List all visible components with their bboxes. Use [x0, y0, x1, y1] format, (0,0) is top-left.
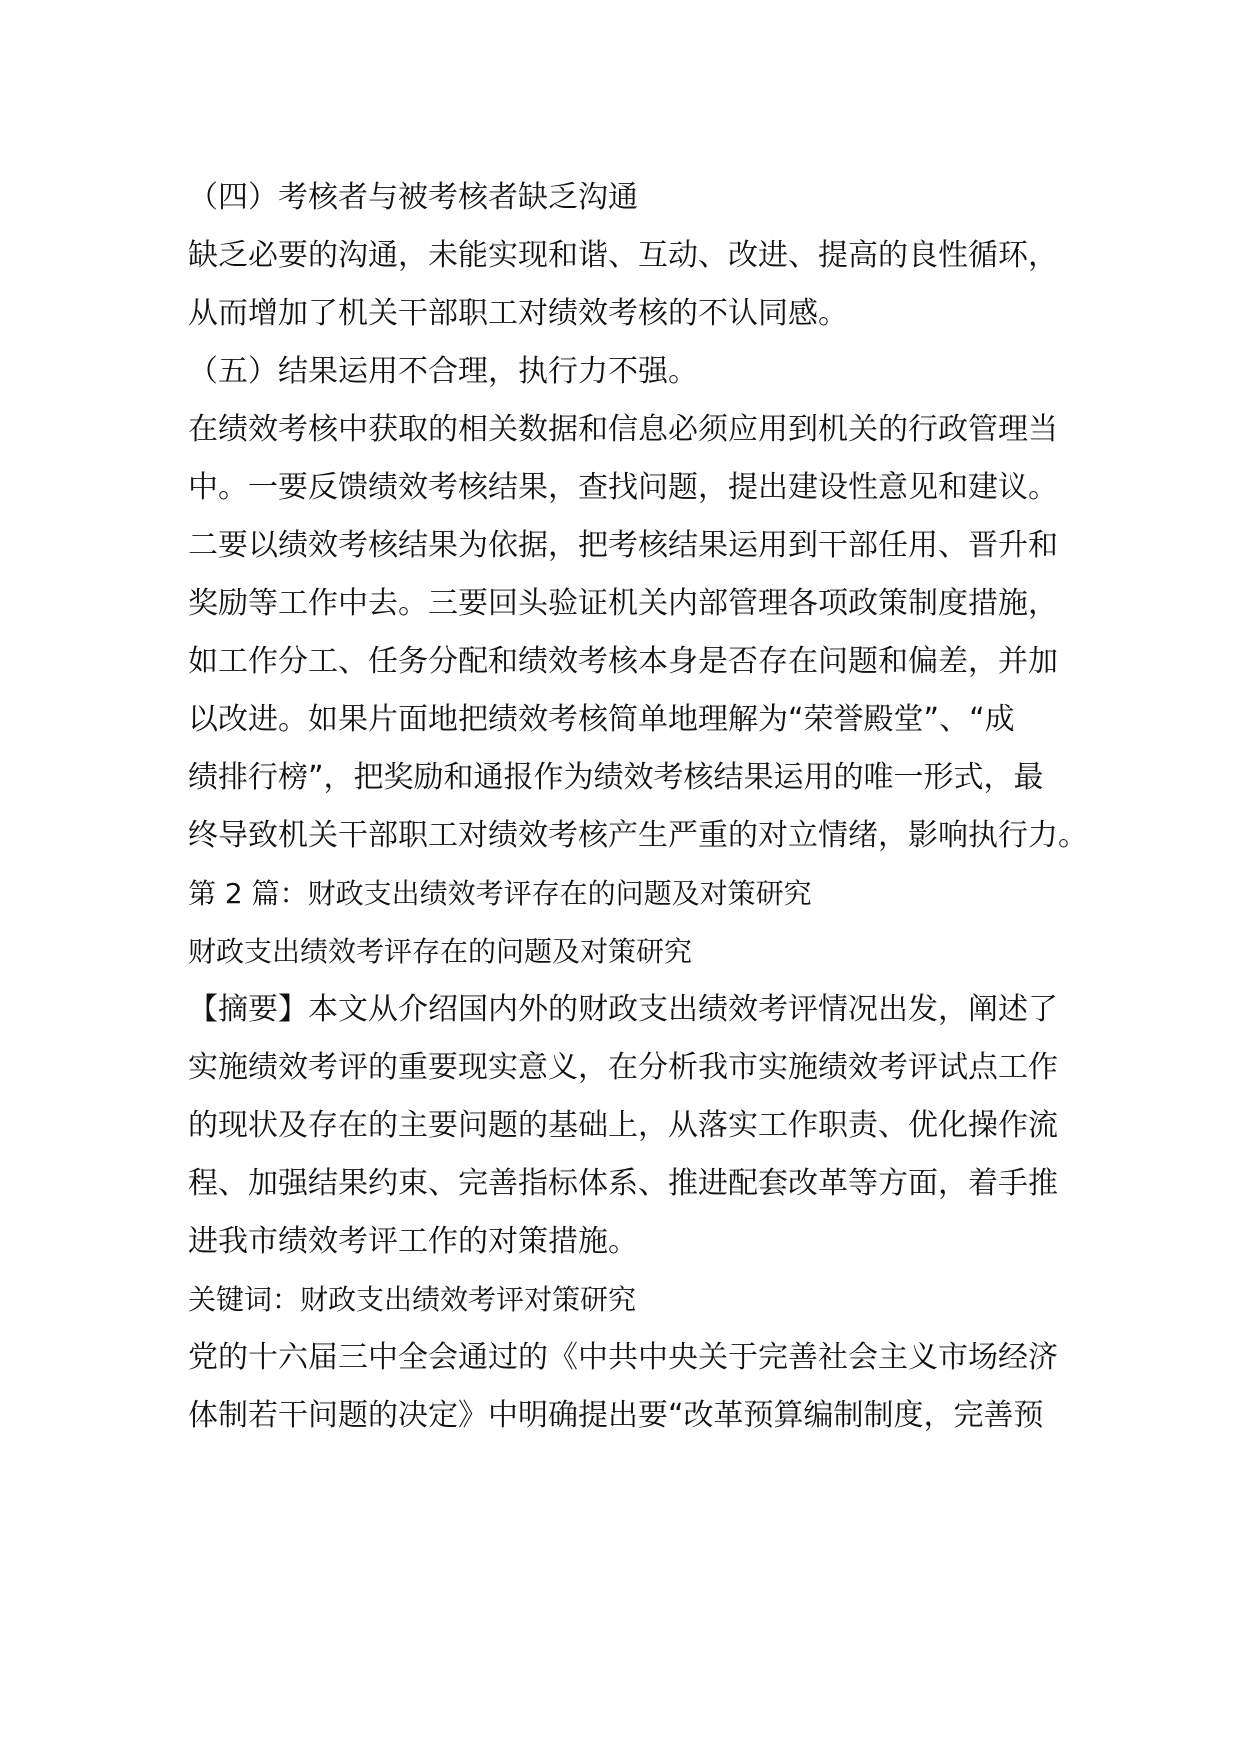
keywords-line: 关键词：财政支出绩效考评对策研究: [188, 1283, 637, 1316]
chapter-heading: 第 2 篇：财政支出绩效考评存在的问题及对策研究: [188, 877, 812, 910]
abstract-line: 的现状及存在的主要问题的基础上，从落实工作职责、优化操作流: [188, 1108, 1058, 1143]
body-line: 缺乏必要的沟通，未能实现和谐、互动、改进、提高的良性循环，: [188, 238, 1058, 273]
abstract-line: 程、加强结果约束、完善指标体系、推进配套改革等方面，着手推: [188, 1166, 1058, 1201]
article-title: 财政支出绩效考评存在的问题及对策研究: [188, 935, 693, 968]
heading-section-5: （五）结果运用不合理，执行力不强。: [188, 354, 698, 389]
body-line: 体制若干问题的决定》中明确提出要“改革预算编制制度，完善预: [188, 1398, 1044, 1433]
abstract-line: 实施绩效考评的重要现实意义，在分析我市实施绩效考评试点工作: [188, 1050, 1058, 1085]
body-line: 从而增加了机关干部职工对绩效考核的不认同感。: [188, 296, 848, 331]
body-line: 奖励等工作中去。三要回头验证机关内部管理各项政策制度措施，: [188, 586, 1058, 621]
body-line: 以改进。如果片面地把绩效考核简单地理解为“荣誉殿堂”、“成: [188, 702, 1015, 737]
abstract-line: 【摘要】本文从介绍国内外的财政支出绩效考评情况出发，阐述了: [188, 992, 1058, 1027]
body-line: 终导致机关干部职工对绩效考核产生严重的对立情绪，影响执行力。: [188, 818, 1088, 853]
body-line: 二要以绩效考核结果为依据，把考核结果运用到干部任用、晋升和: [188, 528, 1058, 563]
body-line: 中。一要反馈绩效考核结果，查找问题，提出建设性意见和建议。: [188, 470, 1058, 505]
body-line: 在绩效考核中获取的相关数据和信息必须应用到机关的行政管理当: [188, 412, 1058, 447]
body-line: 党的十六届三中全会通过的《中共中央关于完善社会主义市场经济: [188, 1340, 1058, 1375]
heading-section-4: （四）考核者与被考核者缺乏沟通: [188, 180, 638, 215]
body-line: 如工作分工、任务分配和绩效考核本身是否存在问题和偏差，并加: [188, 644, 1058, 679]
body-line: 绩排行榜”，把奖励和通报作为绩效考核结果运用的唯一形式，最: [188, 760, 1044, 795]
abstract-line: 进我市绩效考评工作的对策措施。: [188, 1224, 638, 1259]
